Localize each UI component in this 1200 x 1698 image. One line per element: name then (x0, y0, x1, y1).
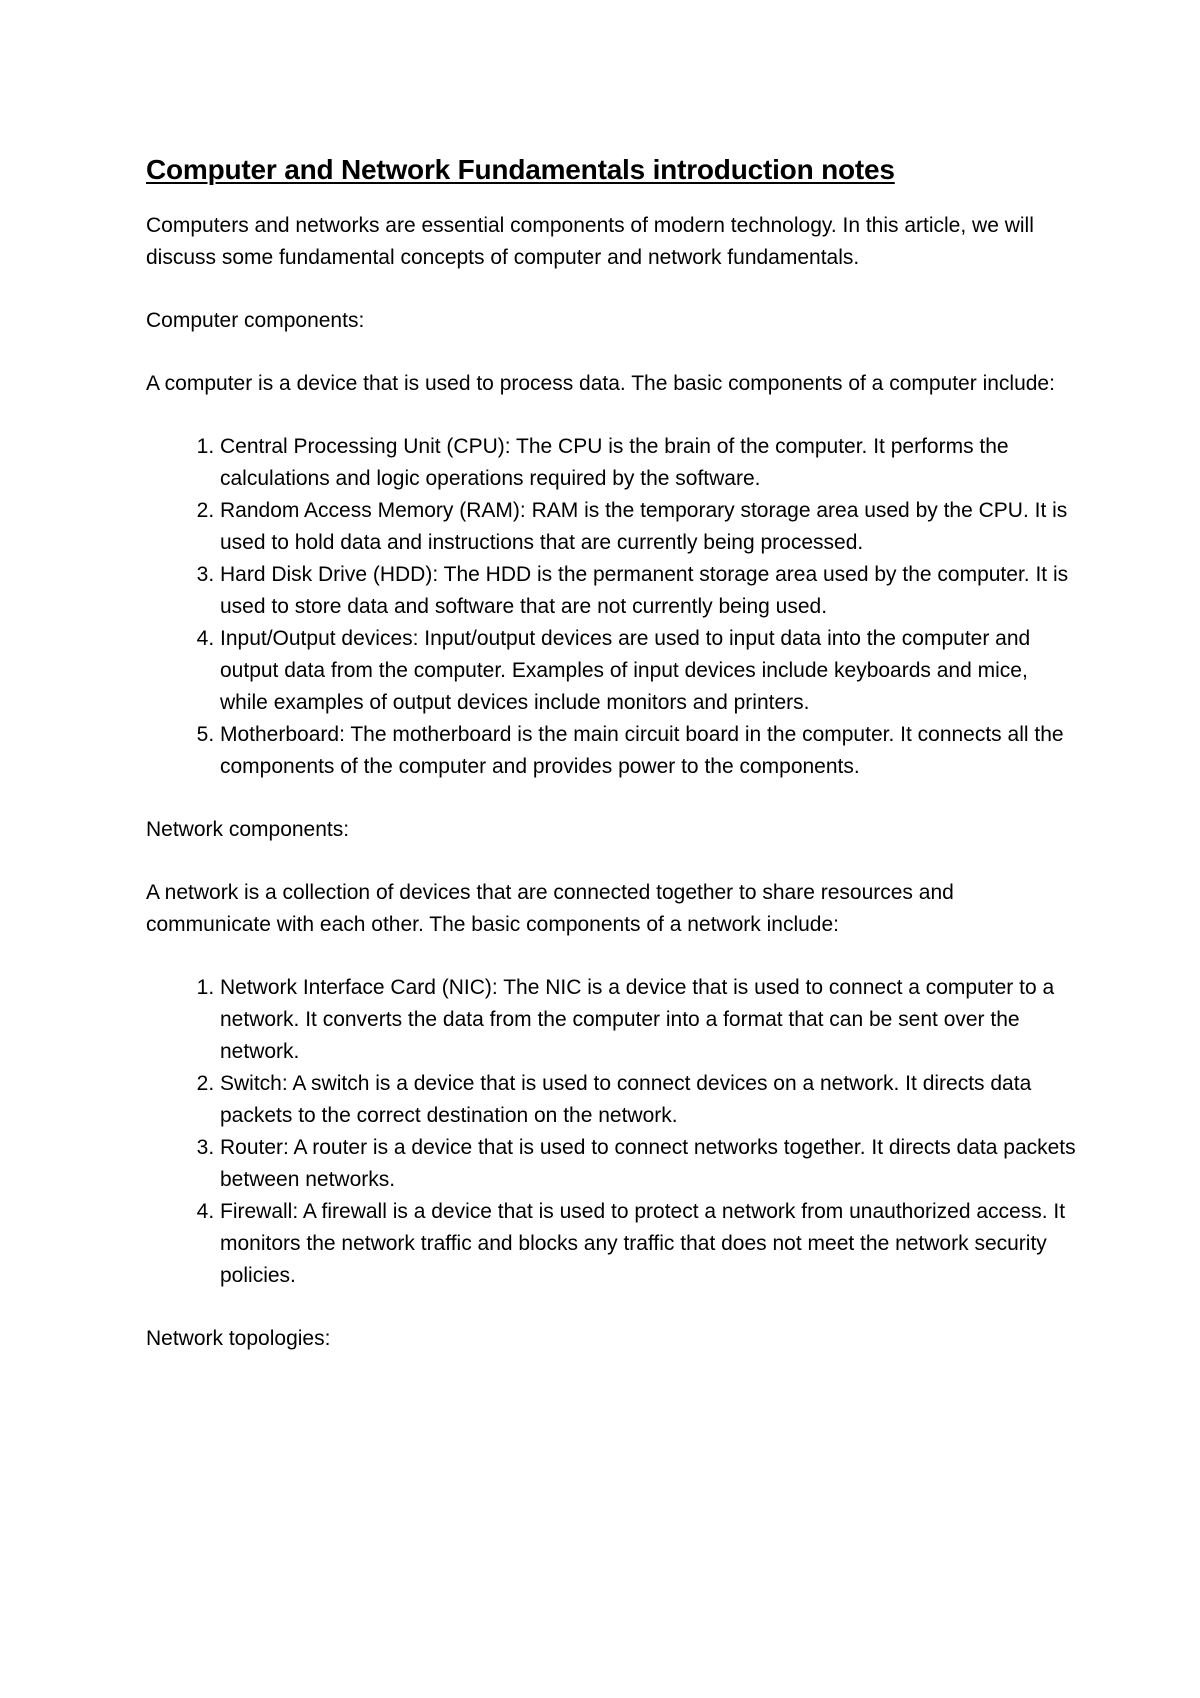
list-item: 2. Random Access Memory (RAM): RAM is the temporary storage area used by the CPU. It is used to hold data and instructions that are currently being processed. (220, 495, 1076, 559)
document-body (146, 150, 1076, 1386)
computer-components-intro: A computer is a device that is used to process data. The basic components of a computer include: (146, 372, 1055, 395)
list-item: 3. Hard Disk Drive (HDD): The HDD is the permanent storage area used by the computer. It is used to store data and software that are not currently being used. (220, 559, 1076, 623)
network-components-heading: Network components: (146, 818, 350, 841)
network-topologies-heading: Network topologies: (146, 1327, 331, 1350)
list-item: 4. Input/Output devices: Input/output devices are used to input data into the computer and output data from the computer. Examples of input devices include keyboards and mice, while examples of output devices include monitors and printers. (220, 623, 1076, 719)
document-title: Computer and Network Fundamentals introduction notes (146, 154, 895, 185)
list-item: 1. Central Processing Unit (CPU): The CPU is the brain of the computer. It performs the calculations and logic operations required by the software. (220, 431, 1076, 495)
network-components-intro: A network is a collection of devices that are connected together to share resources and communicate with each other. The basic components of a network include: (146, 881, 954, 936)
list-item: 5. Motherboard: The motherboard is the main circuit board in the computer. It connects all the components of the computer and provides power to the components. (220, 719, 1076, 783)
list-item: 2. Switch: A switch is a device that is used to connect devices on a network. It directs data packets to the correct destination on the network. (220, 1068, 1076, 1132)
list-item: 4. Firewall: A firewall is a device that is used to protect a network from unauthorized access. It monitors the network traffic and blocks any traffic that does not meet the network security policies. (220, 1196, 1076, 1292)
computer-components-heading: Computer components: (146, 309, 365, 332)
computer-components-list (146, 431, 1076, 783)
list-item: 3. Router: A router is a device that is used to connect networks together. It directs data packets between networks. (220, 1132, 1076, 1196)
network-components-list (146, 972, 1076, 1292)
list-item: 1. Network Interface Card (NIC): The NIC is a device that is used to connect a computer to a network. It converts the data from the computer into a format that can be sent over the network. (220, 972, 1076, 1068)
intro-paragraph: Computers and networks are essential components of modern technology. In this article, we will discuss some fundamental concepts of computer and network fundamentals. (146, 214, 1034, 269)
